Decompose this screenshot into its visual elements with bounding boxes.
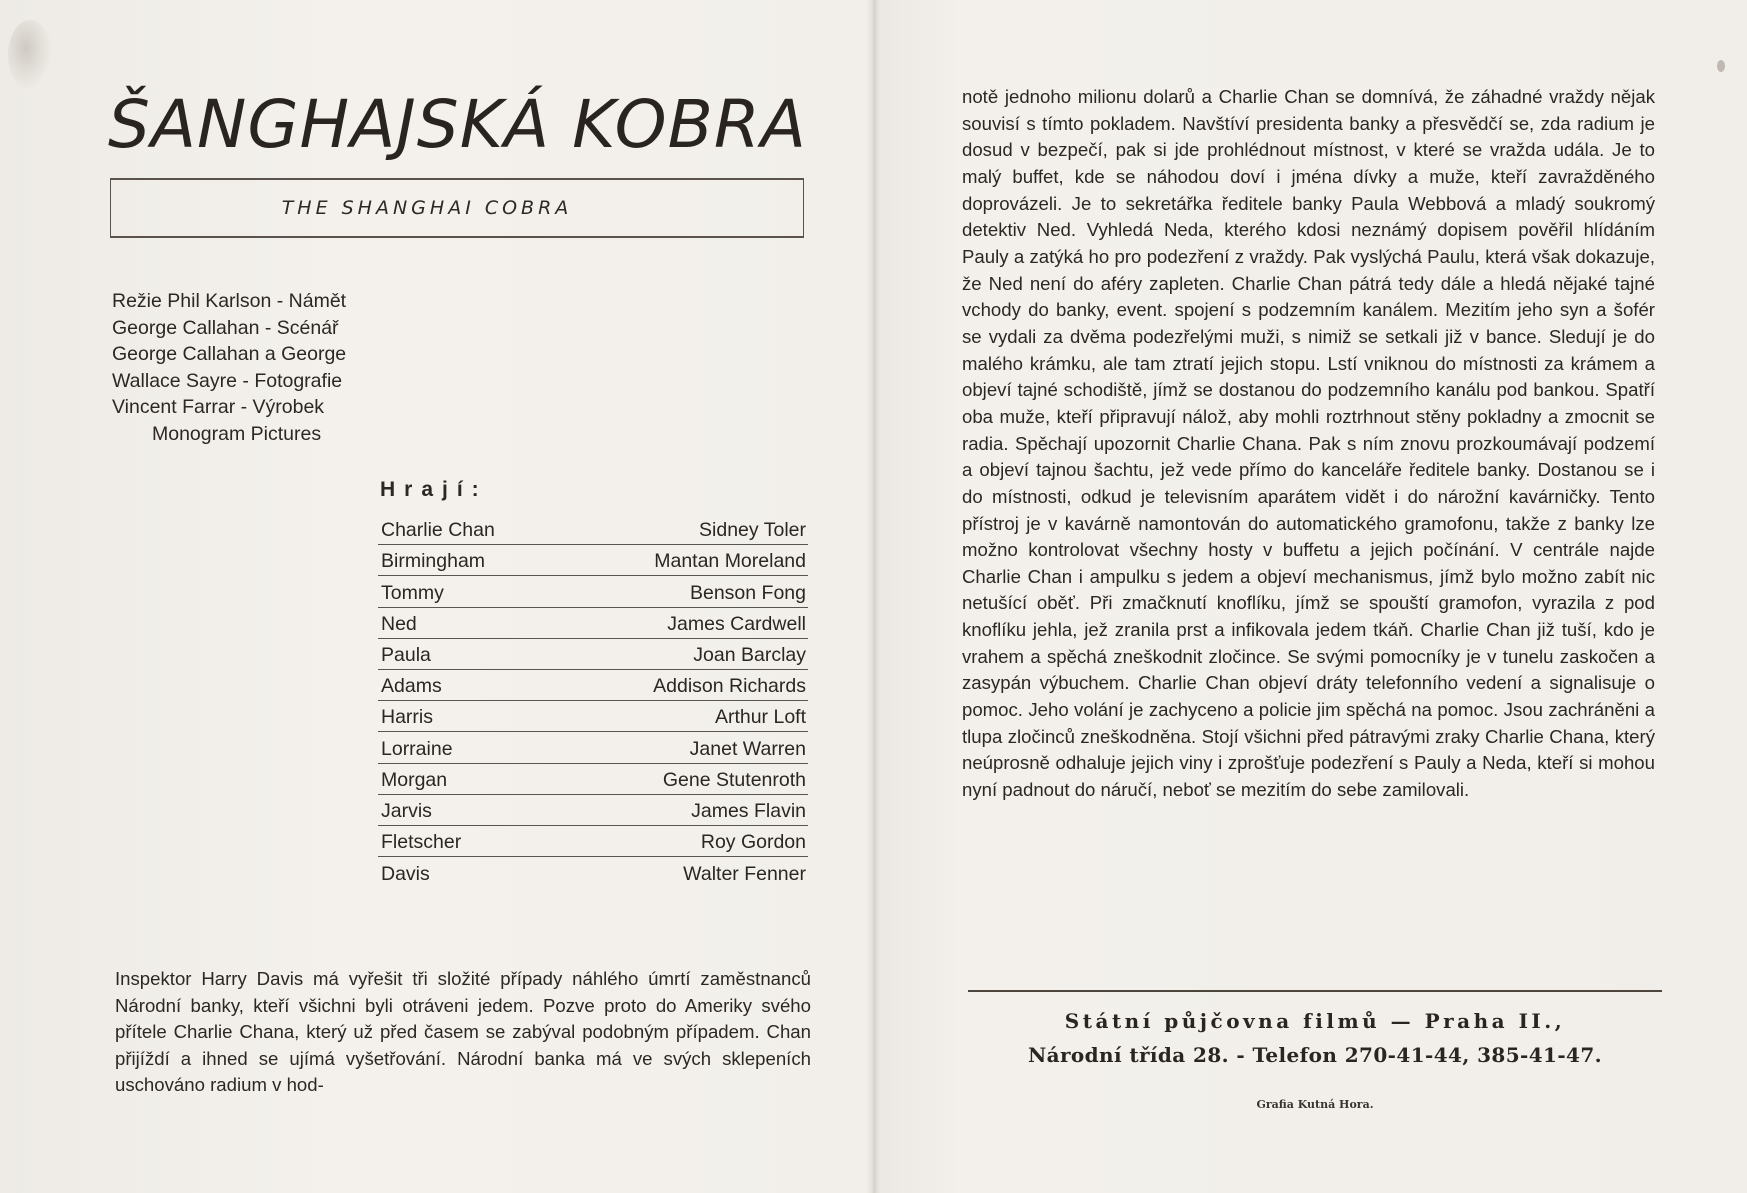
cast-role: Birmingham [381,550,486,573]
cast-actor: James Flavin [691,799,806,822]
cast-actor: Janet Warren [689,737,806,760]
cast-table [378,514,808,888]
cast-actor: Gene Stutenroth [662,768,806,791]
credit-line: Monogram Pictures [152,422,322,445]
cast-actor: Addison Richards [653,675,806,698]
cast-role: Charlie Chan [381,519,495,542]
cast-actor: Arthur Loft [714,706,806,729]
cast-row [378,576,808,607]
credit-line: Vincent Farrar - Výrobek [112,396,325,418]
cast-role: Harris [381,706,433,729]
cast-row [378,670,808,701]
cast-row [378,639,808,670]
book-gutter [866,0,880,1193]
cast-row [378,764,808,795]
cast-row [378,826,808,857]
publisher-name: Státní půjčovna filmů — Praha II., [1064,1009,1566,1033]
paper-stain [8,20,52,90]
cast-actor: Benson Fong [689,581,806,604]
cast-role: Jarvis [381,799,432,822]
cast-row [378,701,808,732]
cast-role: Ned [381,612,417,635]
cast-actor: Roy Gordon [700,831,806,854]
cast-role: Davis [381,863,430,886]
credits-block [112,288,380,447]
cast-row [378,545,808,576]
publisher-block [968,1004,1662,1072]
cast-role: Paula [381,643,431,666]
credit-line: Wallace Sayre - Fotografie [112,369,343,392]
cast-row [378,795,808,826]
paper-speck [1717,60,1725,72]
cast-row [378,514,808,545]
cast-role: Tommy [381,581,444,604]
cast-role: Fletscher [381,831,462,854]
synopsis-start: Inspektor Harry Davis má vyřešit tři složité případy náhlého úmrtí zaměstnanců Národní banky, kteří všichni byli otráveni jedem. Pozve proto do Ameriky svého přítele Charlie Chana, který už před časem se zabýval podobným případem. Chan přijíždí a ihned se ujímá vyšetřování. Národní banka má ve svých sklepeních uschováno radium v hod- [115,968,811,1095]
cast-row [378,608,808,639]
cast-actor: Mantan Moreland [654,550,806,573]
cast-role: Lorraine [381,737,453,760]
original-title: THE SHANGHAI COBRA [281,197,573,219]
publisher-address: Národní třída 28. - Telefon 270-41-44, 385-41-47. [1027,1043,1603,1067]
cast-row [378,732,808,763]
synopsis-continued: notě jednoho milionu dolarů a Charlie Chan se domnívá, že záhadné vraždy nějak souvisí s tímto pokladem. Navštíví presidenta banky a přesvědčí se, zda radium je dosud v bezpečí, pak si jde prohlédnout místnost, v které se vražda udála. Je to malý buffet, kde se náhodou doví i jména dívky a muže, kteří zavražděného doprovázeli. Je to sekretářka ředitele banky Paula Webbová a mladý soukromý detektiv Ned. Vyhledá Neda, kterého kdosi neznámý dopisem pověřil hlídáním Pauly a zatýká ho pro podezření z vraždy. Pak vyslýchá Paulu, která však dokazuje, že Ned není do aféry zapleten. Charlie Chan pátrá tedy dále a hledá nějaké tajné vchody do banky, event. spojení s podzemním kanálem. Mezitím jeho syn a šofér se vydali za dvěma podezřelými muži, s nimiž se setkali již v bance. Sledují je do malého krámku, ale tam ztratí jejich stopu. Lstí vniknou do místnosti za krámem a objeví tajné schodiště, jímž se dostanou do podzemního kanálu pod bankou. Spatří oba muže, kteří připravují nálož, aby mohli roztrhnout stěny pokladny a zmocnit se radia. Spěchají upozornit Charlie Chana. Pak s ním znovu prozkoumávají podzemí a objeví tajnou šachtu, jež vede přímo do kanceláře ředitele banky. Dostanou se i do místnosti, odkud je televisním aparátem vidět i do nárožní kavárničky. Tento přístroj je v kavárně namontován do automatického gramofonu, takže z banky lze možno kontrolovat všechny hosty v buffetu a jejich počínání. V centrále najde Charlie Chan i ampulku s jedem a objeví mechanismus, jímž bylo možno zabít nic netušící oběť. Při zmačknutí knoflíku, jímž se spouští gramofon, vyrazila z pod knoflíku jehla, jež zranila prst a infikovala jedem tkáň. Charlie Chan již tuší, kdo je vrahem a spěchá zneškodnit zločince. Se svými pomocníky je v tunelu zaskočen a zasypán výbuchem. Charlie Chan objeví dráty telefonního vedení a signalisuje o pomoc. Jeho volání je zachyceno a policie jim spěchá na pomoc. Jsou zachráněni a tlupa zločinců zneškodněna. Stojí všichni před pátravými zraky Charlie Chana, který neúprosně odhaluje jejich viny i zprošťuje podezření s Pauly a Neda, kteří si mohou nyní padnout do náručí, neboť se mezitím do sebe zamilovali. [962,86,1655,801]
footer-rule [968,990,1662,992]
cast-role: Adams [381,675,442,698]
cast-heading: Hrají: [380,478,488,501]
credit-line: George Callahan a George [112,343,347,365]
credit-line: George Callahan - Scénář [112,316,339,339]
cast-row [378,857,808,888]
printer-imprint: Grafia Kutná Hora. [1256,1098,1374,1111]
credit-line: Režie Phil Karlson - Námět [112,290,347,312]
cast-actor: Walter Fenner [683,863,806,886]
cast-actor: Sidney Toler [699,519,806,542]
original-title-box [110,178,804,238]
cast-actor: James Cardwell [667,612,806,635]
cast-role: Morgan [381,768,448,791]
cast-actor: Joan Barclay [693,643,806,666]
left-page [0,0,873,1193]
film-title: ŠANGHAJSKÁ KOBRA [108,86,807,163]
